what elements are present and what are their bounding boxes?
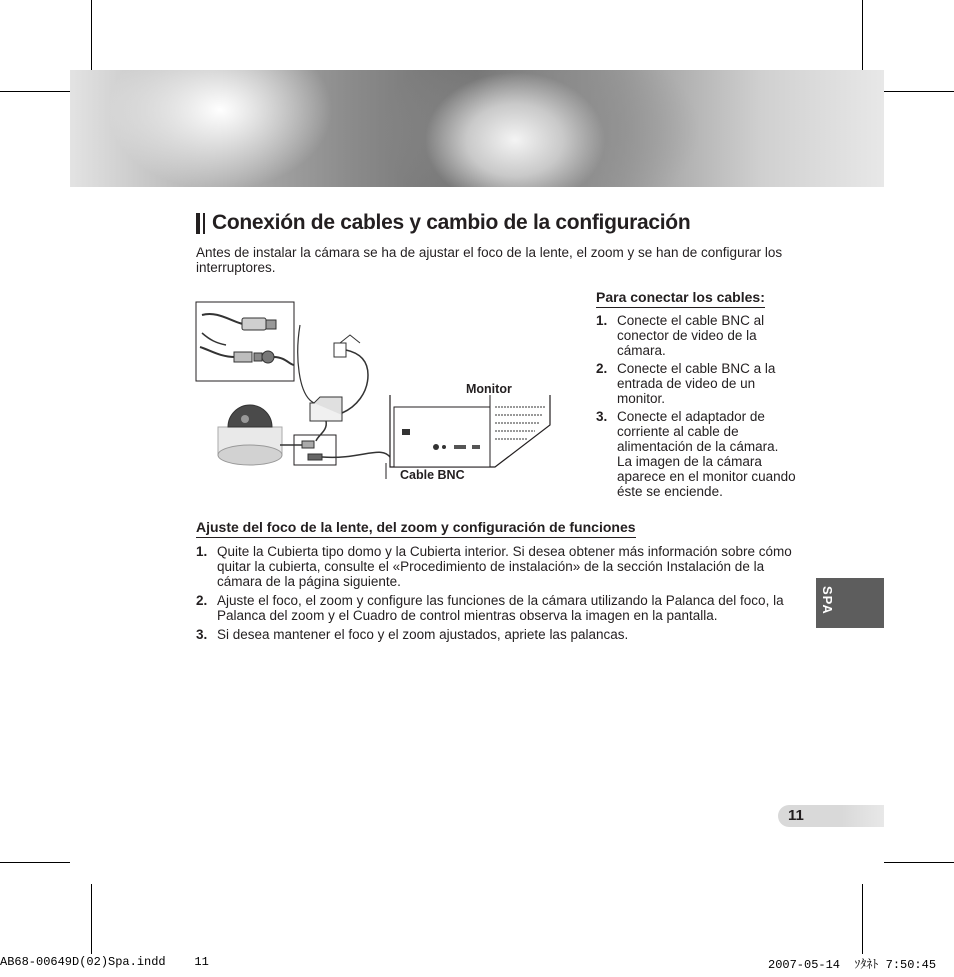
step-text: Conecte el cable BNC a la entrada de video de un monitor.	[617, 361, 776, 406]
page-number: 11	[788, 807, 804, 824]
list-item	[196, 593, 796, 623]
step-text: Quite la Cubierta tipo domo y la Cubierta interior. Si desea obtener más información sobre cómo quitar la cubierta, consulte el «Procedimiento de instalación» de la sección Instalación de la cámara de la página siguiente.	[217, 544, 792, 589]
footer-timestamp: 2007-05-14 ｿﾀﾈﾄ 7:50:45	[768, 958, 937, 972]
step-number: 3.	[596, 409, 608, 424]
language-tab	[816, 578, 884, 628]
connector-inset	[196, 302, 294, 381]
crop-mark	[91, 884, 92, 954]
step-text: Si desea mantener el foco y el zoom ajustados, apriete las palancas.	[217, 627, 629, 642]
list-item	[596, 409, 796, 499]
monitor-label: Monitor	[466, 382, 512, 396]
step-number: 1.	[196, 544, 208, 559]
power-adapter	[298, 325, 342, 441]
connect-steps	[596, 313, 796, 502]
section-heading	[196, 211, 690, 235]
step-number: 2.	[196, 593, 208, 608]
crop-mark	[0, 91, 70, 92]
step-number: 2.	[596, 361, 608, 376]
crop-mark	[91, 0, 92, 70]
list-item	[596, 361, 796, 406]
crop-mark	[0, 862, 70, 863]
step-text: Ajuste el foco, el zoom y configure las funciones de la cámara utilizando la Palanca del foco, la Palanca del zoom y el Cuadro de control mientras observa la imagen en la pantalla.	[217, 593, 784, 623]
crop-mark	[862, 0, 863, 70]
crop-mark	[884, 91, 954, 92]
list-item	[596, 313, 796, 358]
header-banner-image	[70, 70, 884, 187]
heading-marker	[196, 213, 200, 234]
connection-diagram	[190, 295, 570, 495]
connect-subheading: Para conectar los cables:	[596, 289, 765, 308]
intro-paragraph: Antes de instalar la cámara se ha de ajustar el foco de la lente, el zoom y se han de configurar los interruptores.	[196, 245, 783, 275]
crop-mark	[884, 862, 954, 863]
adjust-subheading: Ajuste del foco de la lente, del zoom y configuración de funciones	[196, 519, 636, 538]
step-text: Conecte el cable BNC al conector de video de la cámara.	[617, 313, 765, 358]
list-item	[196, 544, 796, 589]
step-number: 1.	[596, 313, 608, 328]
page-number-bar	[778, 805, 884, 827]
page-title: Conexión de cables y cambio de la configuración	[212, 211, 691, 234]
dome-camera	[218, 405, 282, 465]
adjust-steps	[196, 544, 796, 646]
list-item	[196, 627, 796, 642]
footer-file-info: AB68-00649D(02)Spa.indd 11	[0, 955, 209, 969]
cable-label: Cable BNC	[400, 468, 465, 482]
crop-mark	[862, 884, 863, 954]
heading-marker	[203, 213, 205, 234]
step-number: 3.	[196, 627, 208, 642]
language-tab-label: SPA	[820, 586, 835, 615]
step-text: Conecte el adaptador de corriente al cable de alimentación de la cámara. La imagen de la cámara aparece en el monitor cuando éste se enciende.	[617, 409, 796, 499]
monitor	[390, 395, 550, 467]
